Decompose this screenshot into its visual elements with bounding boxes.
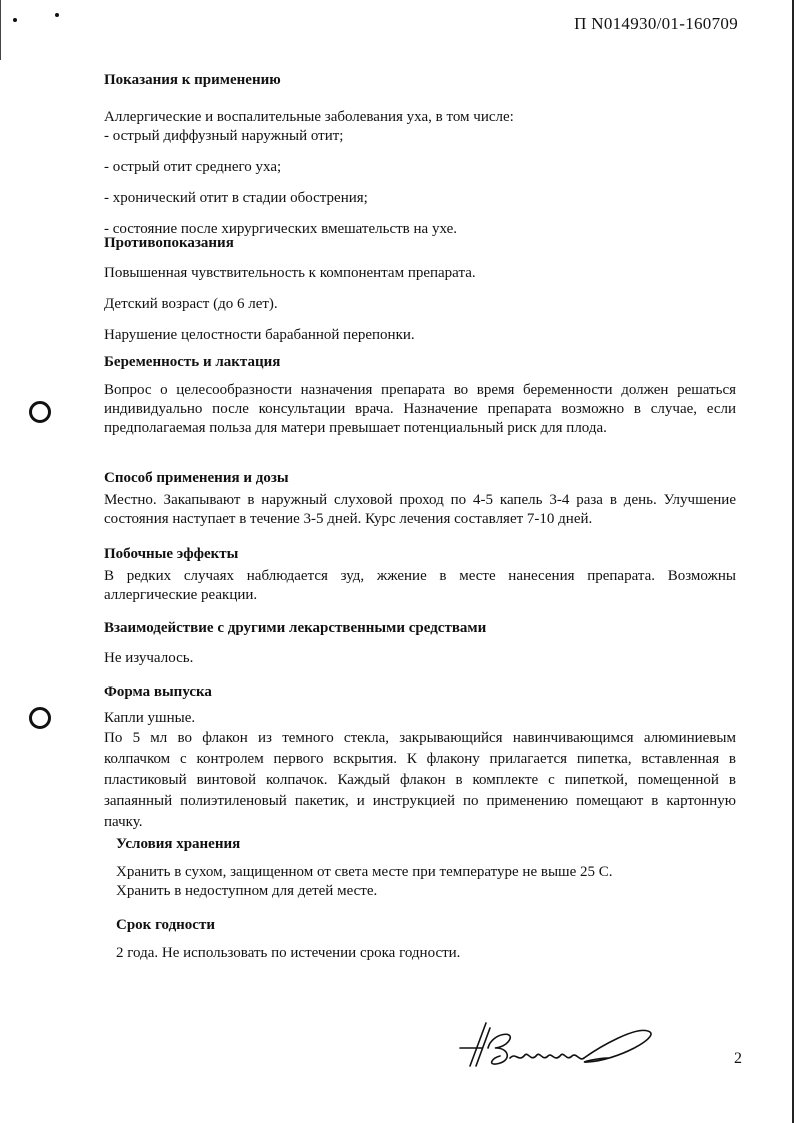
section-shelf-life [116, 917, 736, 963]
section-text: 2 года. Не использовать по истечении срока годности. [116, 945, 461, 961]
section-pregnancy [104, 354, 736, 438]
list-item: - острый отит среднего уха; [104, 159, 282, 175]
scan-speck [55, 13, 59, 17]
page-number: 2 [734, 1050, 742, 1067]
list-item: Повышенная чувствительность к компонентам препарата. [104, 265, 476, 281]
scan-edge-left [0, 0, 1, 60]
section-text: Местно. Закапывают в наружный слуховой проход по 4-5 капель 3-4 раза в день. Улучшение состояния наступает в течение 3-5 дней. Курс лечения составляет 7-10 дней. [104, 492, 736, 527]
section-title: Способ применения и дозы [104, 470, 289, 486]
list-item: Детский возраст (до 6 лет). [104, 296, 278, 312]
list-item: Нарушение целостности барабанной перепонки. [104, 327, 415, 343]
scan-edge [792, 0, 794, 1123]
section-dosage [104, 470, 736, 529]
list-item: Хранить в недоступном для детей месте. [116, 883, 378, 899]
punch-hole-mark [29, 401, 51, 423]
section-contraindications [104, 235, 736, 345]
section-interactions [104, 620, 736, 668]
section-indications [104, 72, 736, 239]
scan-speck [13, 18, 17, 22]
section-line: Капли ушные. [104, 710, 196, 726]
section-title: Взаимодействие с другими лекарственными средствами [104, 620, 487, 636]
list-item: - состояние после хирургических вмешательств на ухе. [104, 221, 457, 237]
section-title: Противопоказания [104, 235, 234, 251]
section-title: Побочные эффекты [104, 546, 239, 562]
section-text: В редких случаях наблюдается зуд, жжение в месте нанесения препарата. Возможны аллергические реакции. [104, 568, 736, 603]
signature [448, 1018, 678, 1078]
section-storage [116, 836, 736, 901]
section-title: Срок годности [116, 917, 215, 933]
section-title: Форма выпуска [104, 684, 212, 700]
section-text: Не изучалось. [104, 650, 194, 666]
punch-hole-mark [29, 707, 51, 729]
document-number: П N014930/01-160709 [574, 14, 738, 33]
section-release-form [104, 684, 736, 833]
section-title: Показания к применению [104, 72, 281, 88]
section-title: Условия хранения [116, 836, 241, 852]
section-text: Вопрос о целесообразности назначения препарата во время беременности должен решаться индивидуально после консультации врача. Назначение препарата возможно в случае, если предполагаемая польза для матери превышает потенциальный риск для плода. [104, 382, 736, 436]
section-intro: Аллергические и воспалительные заболевания уха, в том числе: [104, 109, 514, 125]
section-text: По 5 мл во флакон из темного стекла, закрывающийся навинчивающимся алюминиевым колпачком с контролем первого вскрытия. К флакону прилагается пипетка, вставленная в пластиковый винтовой колпачок. Каждый флакон в комплекте с пипеткой, помещенной в запаянный полиэтиленовый пакетик, и инструкцией по применению помещают в картонную пачку. [104, 730, 736, 830]
list-item: - хронический отит в стадии обострения; [104, 190, 368, 206]
list-item: - острый диффузный наружный отит; [104, 128, 344, 144]
section-title: Беременность и лактация [104, 354, 281, 370]
section-side-effects [104, 546, 736, 605]
list-item: Хранить в сухом, защищенном от света месте при температуре не выше 25 С. [116, 864, 613, 880]
